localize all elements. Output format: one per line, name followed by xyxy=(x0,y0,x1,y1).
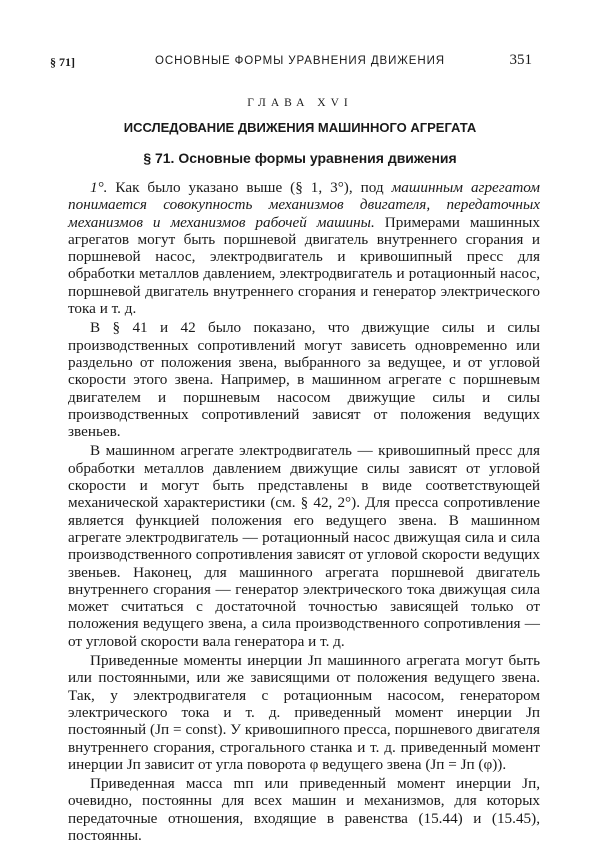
paragraph-1-definition: машинным агрегатом понимается совокупность механизмов двигателя, передаточных механизмов и механизмов рабочей машины. xyxy=(68,179,540,231)
paragraph-3: В машинном агрегате электродвигатель — кривошипный пресс для обработки металлов давлением движущие силы зависят от угловой скорости и могут быть представлены в виде соответствующей механической характеристики (см. § 42, 2°). Для пресса сопротивление является функцией положения его ведущего звена. В машинном агрегате электродвигатель — ротационный насос движущая сила и сила производственного сопротивления зависят от угловой скорости ведущих звеньев. Наконец, для машинного агрегата поршневой двигатель внутреннего сгорания — генератор электрического тока движущая сила может считаться с достаточной точностью зависящей только от положения ведущего звена, а сила производственного сопротивления — от угловой скорости вала генератора и т. д. xyxy=(68,442,540,650)
paragraph-4: Приведенные моменты инерции Jп машинного агрегата могут быть или постоянными, или же зависящими от положения ведущего звена. Так, у электродвигателя с ротационным насосом, генератором электрического тока и т. д. приведенный момент инерции Jп постоянный (Jп = const). У кривошипного пресса, поршневого двигателя внутреннего сгорания, строгального станка и т. д. приведенный момент инерции Jп зависит от угла поворота φ ведущего звена (Jп = Jп (φ)). xyxy=(68,652,540,773)
section-heading: § 71. Основные формы уравнения движения xyxy=(143,150,457,166)
running-head-section: § 71] xyxy=(50,55,75,69)
paragraph-5: Приведенная масса mп или приведенный момент инерции Jп, очевидно, постоянны для всех машин и механизмов, для которых передаточные отношения, входящие в равенства (15.44) и (15.45), постоянны. xyxy=(68,775,540,844)
paragraph-mark: 1°. xyxy=(90,179,108,196)
paragraph-1 xyxy=(68,179,540,317)
paragraph-2: В § 41 и 42 было показано, что движущие силы и силы производственных сопротивлений могут зависеть одновременно или раздельно от положения звена, выбранного за ведущее, и от угловой скорости этого звена. Например, в машинном агрегате с поршневым двигателем и поршневым насосом движущие силы и силы производственных сопротивлений зависят от положения ведущих звеньев. xyxy=(68,319,540,441)
chapter-title: ИССЛЕДОВАНИЕ ДВИЖЕНИЯ МАШИННОГО АГРЕГАТА xyxy=(123,120,477,135)
paragraph-1-intro: Как было указано выше (§ 1, 3°), под xyxy=(107,179,392,196)
running-head-title: ОСНОВНЫЕ ФОРМЫ УРАВНЕНИЯ ДВИЖЕНИЯ xyxy=(155,55,445,67)
paragraph-1-rest: Примерами машинных агрегатов могут быть поршневой двигатель внутреннего сгорания и поршневой насос, электродвигатель и кривошипный пресс для обработки металлов давлением, электродвигатель и ротационный насос, поршневой двигатель внутреннего сгорания и генератор электрического тока и т. д. xyxy=(68,213,540,318)
chapter-label: ГЛАВА XVI xyxy=(247,97,353,109)
body-text xyxy=(68,179,540,846)
page-number: 351 xyxy=(509,52,532,68)
running-head xyxy=(0,52,600,74)
